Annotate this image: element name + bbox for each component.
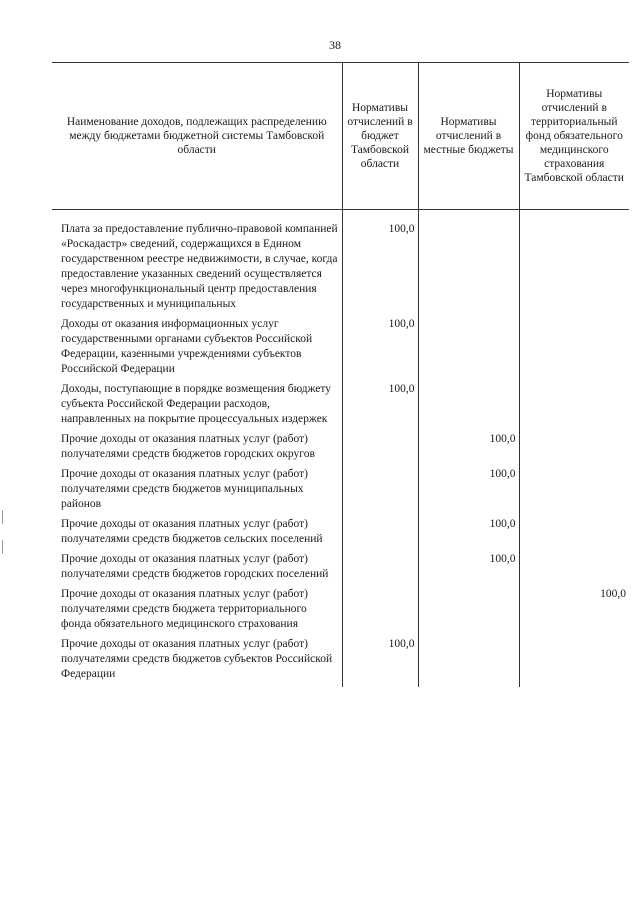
fund-value-cell xyxy=(519,432,629,467)
header-revenue-name: Наименование доходов, подлежащих распределению между бюджетами бюджетной системы Тамбовской области xyxy=(52,63,342,210)
regional-value-cell: 100,0 xyxy=(342,222,418,317)
regional-value-cell xyxy=(342,467,418,517)
local-value-cell xyxy=(418,587,519,637)
regional-value-cell xyxy=(342,587,418,637)
table-row xyxy=(52,317,629,382)
revenue-name-cell: Прочие доходы от оказания платных услуг (работ) получателями средств бюджетов городских поселений xyxy=(61,553,329,580)
fund-value-cell xyxy=(519,222,629,317)
table-row xyxy=(52,637,629,687)
scan-edge-mark xyxy=(2,540,3,554)
revenue-name-cell: Прочие доходы от оказания платных услуг (работ) получателями средств бюджета территориального фонда обязательного медицинского страхования xyxy=(61,588,308,630)
revenue-name-cell: Прочие доходы от оказания платных услуг (работ) получателями средств бюджетов субъектов Российской Федерации xyxy=(61,638,333,680)
revenue-name-cell: Прочие доходы от оказания платных услуг (работ) получателями средств бюджетов городских округов xyxy=(61,433,315,460)
table-spacer-row xyxy=(52,210,629,223)
regional-value-cell: 100,0 xyxy=(342,317,418,382)
fund-value-cell xyxy=(519,637,629,687)
table-header-row xyxy=(52,63,629,210)
fund-value-cell xyxy=(519,317,629,382)
table-row xyxy=(52,467,629,517)
regional-value-cell xyxy=(342,517,418,552)
scan-edge-mark xyxy=(2,510,3,524)
fund-value-cell xyxy=(519,552,629,587)
header-regional-budget: Нормативы отчислений в бюджет Тамбовской области xyxy=(342,63,418,210)
local-value-cell xyxy=(418,382,519,432)
page-number: 38 xyxy=(329,38,341,52)
table-row xyxy=(52,382,629,432)
table-row xyxy=(52,432,629,467)
revenue-name-cell: Прочие доходы от оказания платных услуг (работ) получателями средств бюджетов сельских поселений xyxy=(61,518,323,545)
revenue-name-cell: Плата за предоставление публично-правовой компанией «Роскадастр» сведений, содержащихся в Едином государственном реестре недвижимости, в случае, когда предоставление указанных сведений осуществляется через многофункциональный центр предоставления государственных и муниципальных xyxy=(61,223,338,310)
revenue-name-cell: Доходы, поступающие в порядке возмещения бюджету субъекта Российской Федерации расходов, направленных на покрытие процессуальных издержек xyxy=(61,383,332,425)
local-value-cell xyxy=(418,637,519,687)
local-value-cell: 100,0 xyxy=(418,552,519,587)
local-value-cell: 100,0 xyxy=(418,432,519,467)
table-row xyxy=(52,517,629,552)
regional-value-cell: 100,0 xyxy=(342,637,418,687)
revenue-name-cell: Доходы от оказания информационных услуг государственными органами субъектов Российской Федерации, казенными учреждениями субъектов Российской Федерации xyxy=(61,318,313,375)
table-row xyxy=(52,552,629,587)
regional-value-cell: 100,0 xyxy=(342,382,418,432)
revenue-distribution-table xyxy=(52,62,629,687)
fund-value-cell: 100,0 xyxy=(519,587,629,637)
local-value-cell: 100,0 xyxy=(418,467,519,517)
local-value-cell xyxy=(418,317,519,382)
header-medical-insurance-fund: Нормативы отчислений в территориальный фонд обязательного медицинского страхования Тамбовской области xyxy=(519,63,629,210)
local-value-cell xyxy=(418,222,519,317)
fund-value-cell xyxy=(519,517,629,552)
header-local-budgets: Нормативы отчислений в местные бюджеты xyxy=(418,63,519,210)
local-value-cell: 100,0 xyxy=(418,517,519,552)
revenue-name-cell: Прочие доходы от оказания платных услуг (работ) получателями средств бюджетов муниципальных районов xyxy=(61,468,308,510)
table-row xyxy=(52,222,629,317)
table-row xyxy=(52,587,629,637)
fund-value-cell xyxy=(519,467,629,517)
regional-value-cell xyxy=(342,432,418,467)
fund-value-cell xyxy=(519,382,629,432)
regional-value-cell xyxy=(342,552,418,587)
